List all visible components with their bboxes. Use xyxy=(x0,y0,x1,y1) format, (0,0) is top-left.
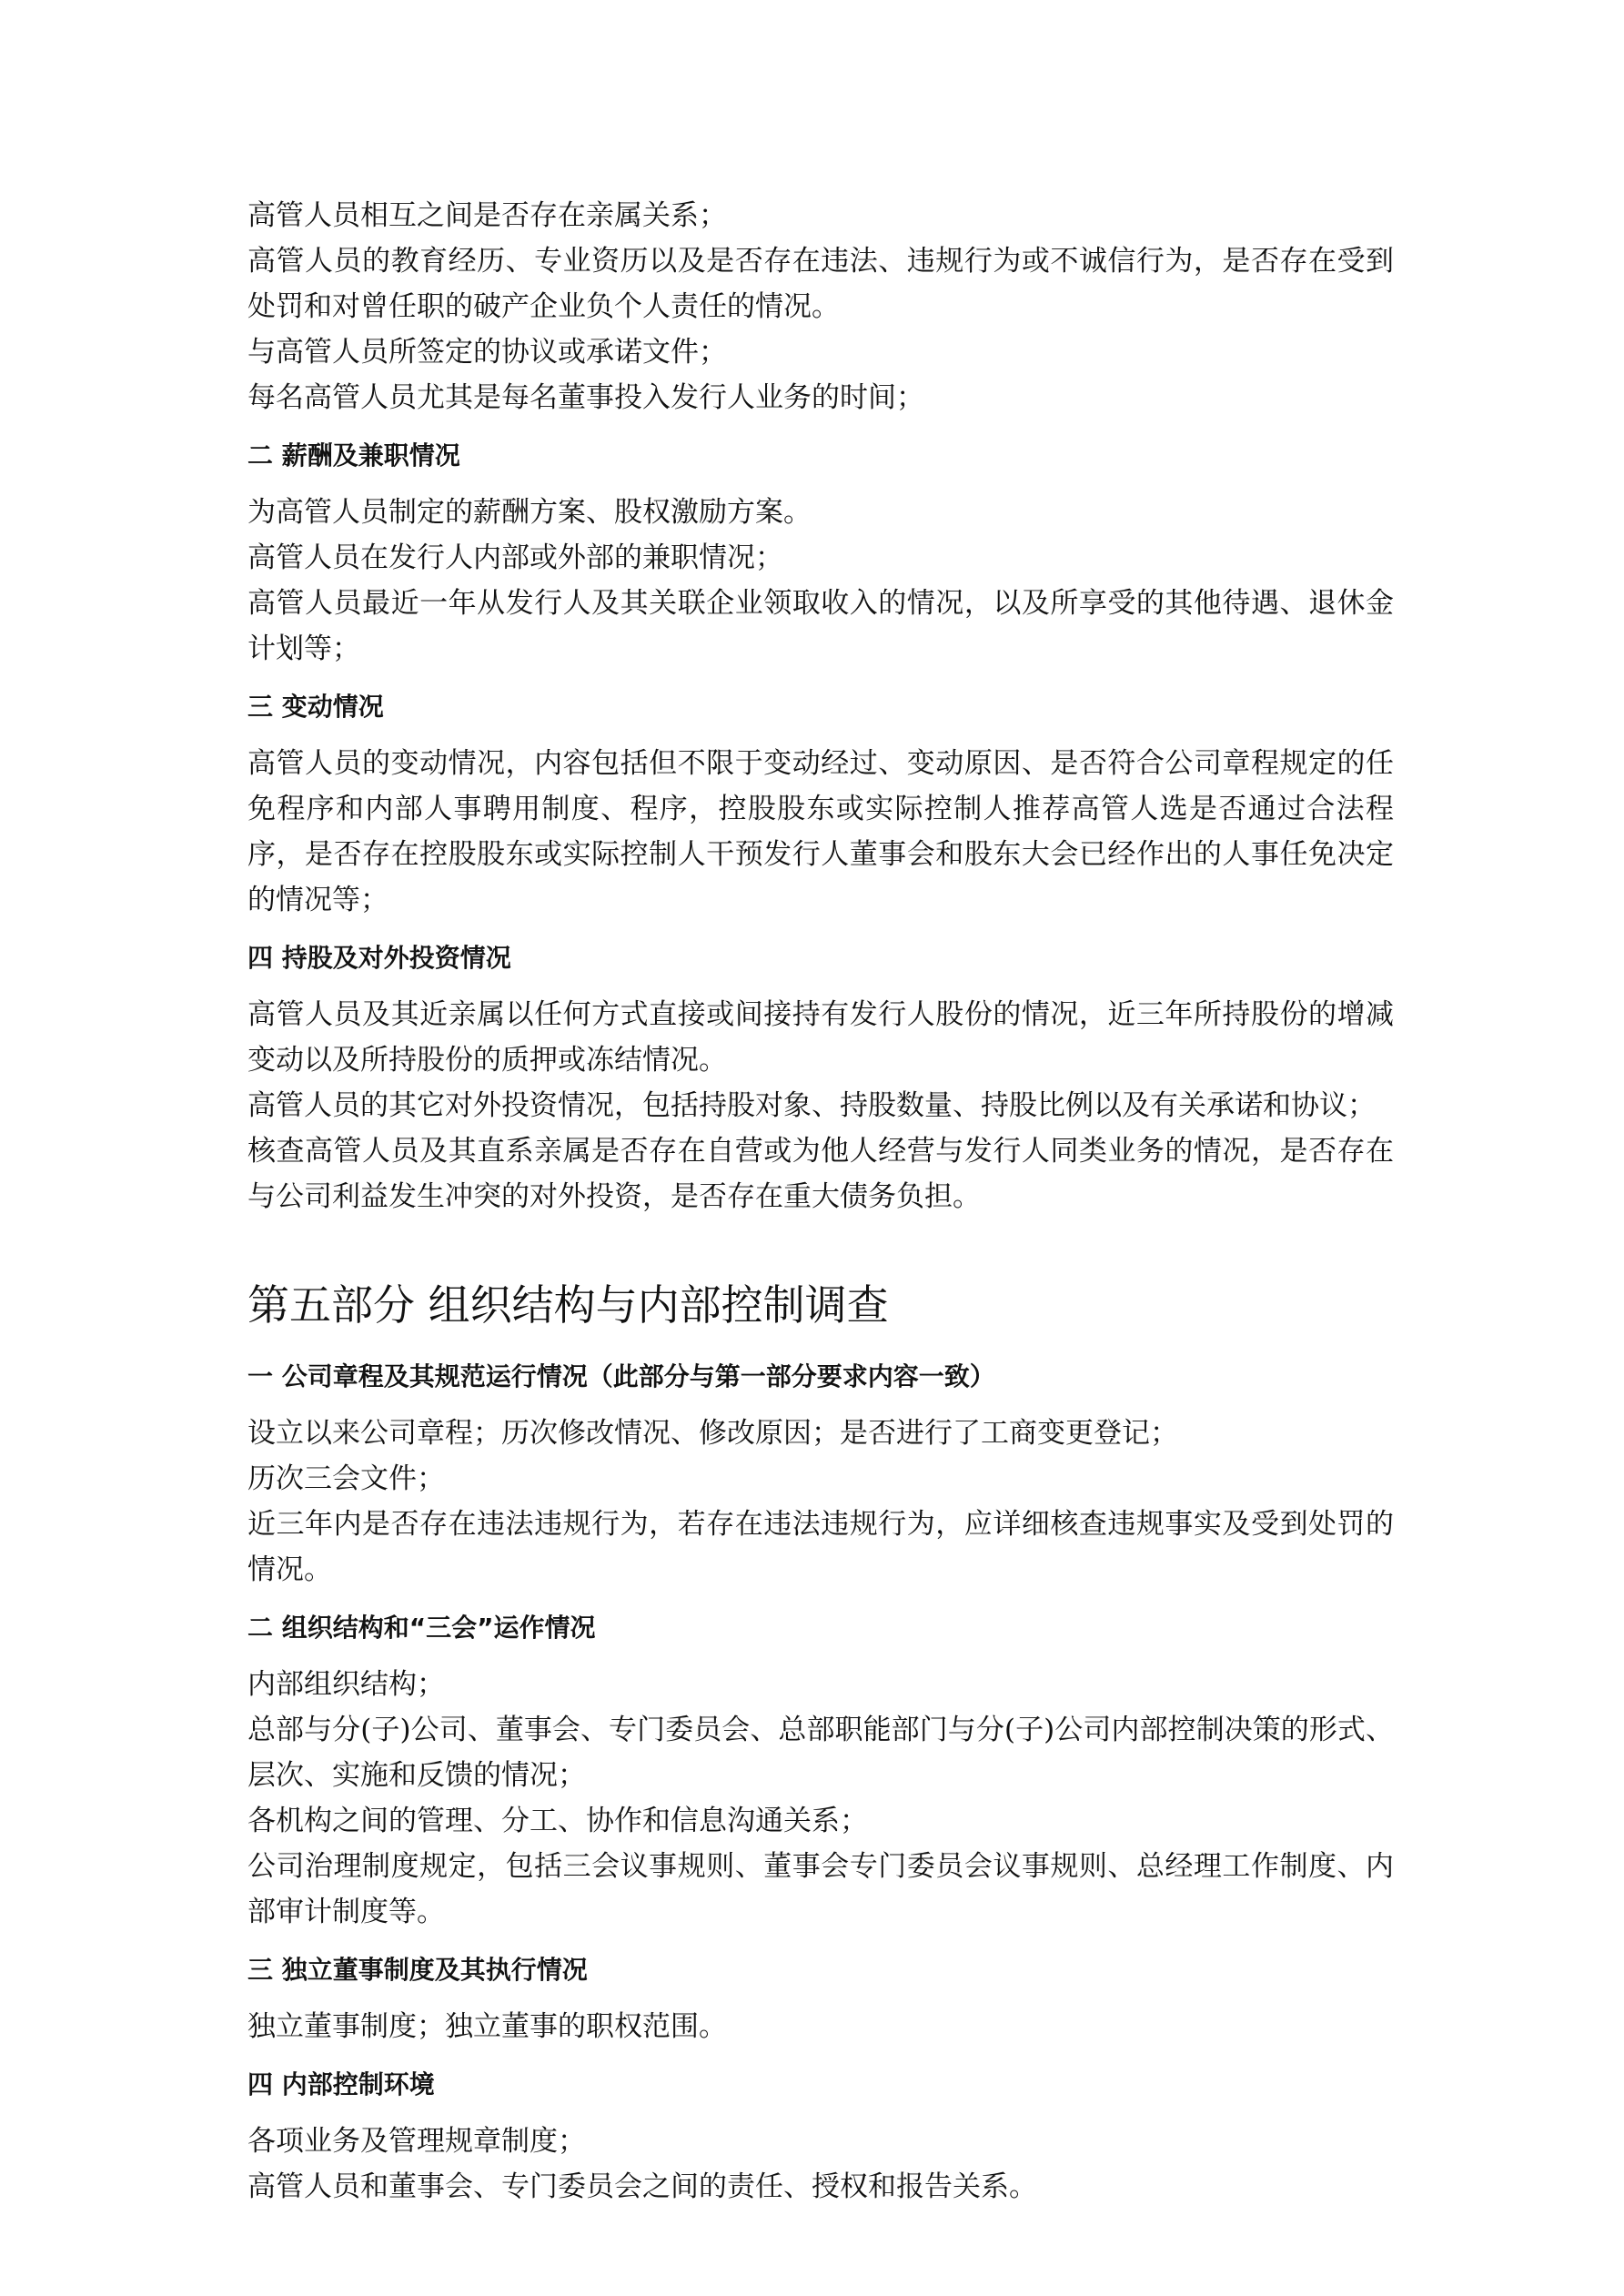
paragraph: 各机构之间的管理、分工、协作和信息沟通关系； xyxy=(247,1805,868,1837)
paragraph: 高管人员的变动情况，内容包括但不限于变动经过、变动原因、是否符合公司章程规定的任免程序和内部人事聘用制度、程序，控股股东或实际控制人推荐高管人选是否通过合法程序，是否存在控股股东或实际控制人干预发行人董事会和股东大会已经作出的人事任免决定的情况等； xyxy=(247,747,1394,916)
paragraph: 核查高管人员及其直系亲属是否存在自营或为他人经营与发行人同类业务的情况，是否存在与公司利益发生冲突的对外投资，是否存在重大债务负担。 xyxy=(247,1135,1394,1213)
section-heading-organization: 二 组织结构和“三会”运作情况 xyxy=(247,1613,596,1643)
section-heading-independent-directors: 三 独立董事制度及其执行情况 xyxy=(247,1955,588,1985)
section-heading-changes: 三 变动情况 xyxy=(247,692,384,722)
paragraph: 高管人员的教育经历、专业资历以及是否存在违法、违规行为或不诚信行为，是否存在受到处罚和对曾任职的破产企业负个人责任的情况。 xyxy=(247,245,1394,323)
paragraph: 总部与分(子)公司、董事会、专门委员会、总部职能部门与分(子)公司内部控制决策的形式、层次、实施和反馈的情况； xyxy=(247,1714,1394,1792)
paragraph: 高管人员的其它对外投资情况，包括持股对象、持股数量、持股比例以及有关承诺和协议； xyxy=(247,1089,1376,1122)
paragraph: 近三年内是否存在违法违规行为，若存在违法违规行为，应详细核查违规事实及受到处罚的情况。 xyxy=(247,1508,1394,1586)
section-heading-shareholding: 四 持股及对外投资情况 xyxy=(247,943,511,973)
section-heading-articles: 一 公司章程及其规范运行情况（此部分与第一部分要求内容一致） xyxy=(247,1361,995,1391)
section-heading-compensation: 二 薪酬及兼职情况 xyxy=(247,440,460,470)
paragraph: 历次三会文件； xyxy=(247,1462,445,1495)
section-heading-internal-control: 四 内部控制环境 xyxy=(247,2069,435,2099)
paragraph: 内部组织结构； xyxy=(247,1668,445,1701)
paragraph: 每名高管人员尤其是每名董事投入发行人业务的时间； xyxy=(247,381,924,414)
paragraph: 设立以来公司章程；历次修改情况、修改原因；是否进行了工商变更登记； xyxy=(247,1417,1178,1450)
paragraph: 与高管人员所签定的协议或承诺文件； xyxy=(247,336,727,369)
document-page xyxy=(247,193,1394,2210)
paragraph: 为高管人员制定的薪酬方案、股权激励方案。 xyxy=(247,496,812,529)
paragraph: 高管人员在发行人内部或外部的兼职情况； xyxy=(247,541,783,574)
paragraph: 高管人员及其近亲属以任何方式直接或间接持有发行人股份的情况，近三年所持股份的增减变动以及所持股份的质押或冻结情况。 xyxy=(247,998,1394,1077)
paragraph: 高管人员相互之间是否存在亲属关系； xyxy=(247,199,727,232)
paragraph: 独立董事制度；独立董事的职权范围。 xyxy=(247,2010,727,2043)
paragraph: 各项业务及管理规章制度； xyxy=(247,2125,586,2158)
part-title: 第五部分 组织结构与内部控制调查 xyxy=(247,1280,889,1330)
paragraph: 公司治理制度规定，包括三会议事规则、董事会专门委员会议事规则、总经理工作制度、内部审计制度等。 xyxy=(247,1850,1394,1928)
paragraph: 高管人员和董事会、专门委员会之间的责任、授权和报告关系。 xyxy=(247,2170,1037,2203)
paragraph: 高管人员最近一年从发行人及其关联企业领取收入的情况，以及所享受的其他待遇、退休金计划等； xyxy=(247,587,1394,665)
